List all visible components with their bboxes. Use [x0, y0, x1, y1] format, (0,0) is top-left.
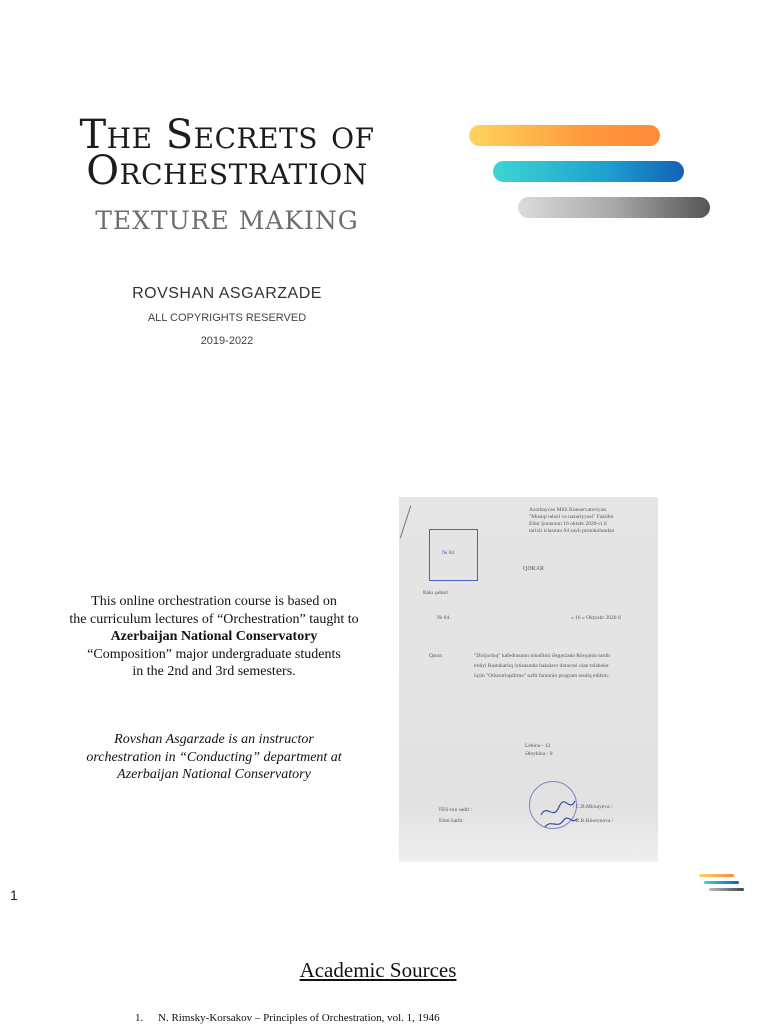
logo-bar-gray: [709, 888, 744, 891]
course-description: [54, 593, 374, 681]
academic-sources-heading: Academic Sources: [299, 958, 457, 982]
doc-decision-line: etdiyi Bəstəkarlıq ixtisasında bakalavr dərəcəsi olan tələbələr: [474, 663, 609, 669]
doc-decision-line: üçün "Orkestrləşdirmə" nəfli fənninin program təsdiq edilsin.: [474, 673, 610, 679]
instructor-line: orchestration in “Conducting” department at: [86, 749, 342, 765]
doc-header-line: "Musiqi təhsil və nəzəriyyəsi" Fakültə: [529, 514, 614, 520]
source-item-text: N. Rimsky-Korsakov – Principles of Orchestration, vol. 1, 1946: [158, 1012, 440, 1024]
pen-mark: [400, 506, 411, 539]
doc-votes-against: Əleyhinə - 0: [525, 751, 553, 757]
blue-gradient-bar: [493, 161, 684, 182]
scanned-approval-document: [399, 497, 658, 862]
course-line: This online orchestration course is based on: [91, 594, 337, 609]
title-line-2: Orchestration: [86, 148, 368, 194]
title-line-1: The Secrets of: [79, 112, 375, 158]
logo-bar-blue: [704, 881, 739, 884]
orange-gradient-bar: [469, 125, 660, 146]
instructor-line: Azerbaijan National Conservatory: [117, 767, 311, 782]
doc-decision-label: Qərar:: [429, 653, 444, 659]
source-item-number: 1.: [135, 1012, 144, 1024]
course-line: in the 2nd and 3rd semesters.: [132, 664, 296, 679]
doc-secretary-label: Elmi katib:: [439, 818, 464, 824]
author-name: ROVSHAN ASGARZADE: [132, 285, 322, 302]
doc-chair-name: / C.B.Mirzəyeva /: [573, 804, 613, 810]
doc-city: Bakı şəhəri: [423, 590, 448, 596]
logo-bar-orange: [699, 874, 734, 877]
copyright-notice: ALL COPYRIGHTS RESERVED: [147, 312, 307, 324]
course-line: “Composition” major undergraduate students: [87, 646, 341, 662]
doc-heading: QƏRAR: [523, 566, 545, 572]
page-number: 1: [10, 887, 18, 903]
stamp-number: № 04: [442, 550, 455, 556]
course-line: the curriculum lectures of “Orchestration” taught to: [69, 611, 359, 627]
signature: [539, 793, 579, 833]
doc-header-line: Azərbaycan Milli Konservatoriyası: [529, 507, 607, 513]
doc-chair-label: FES-nın sədri :: [439, 807, 473, 813]
source-item: [135, 1012, 440, 1024]
doc-votes-for: Lehinə - 12: [525, 743, 551, 749]
doc-decision-line: "Dirijorluq" kafedrasının müəllimi Əsgərzadə Rövşənin tərtib: [474, 653, 610, 659]
doc-header-line: tarixli iclasının 04 saylı protokolundan: [529, 528, 615, 534]
subtitle: TEXTURE MAKING: [95, 206, 359, 235]
doc-header-line: Elmi Şurasının 16 oktabr 2020-ci il: [529, 521, 607, 527]
instructor-note: [54, 731, 374, 784]
course-line-institution: Azerbaijan National Conservatory: [110, 629, 318, 644]
gray-gradient-bar: [518, 197, 710, 218]
doc-secretary-name: / Z.R.Hüseynova /: [573, 818, 614, 824]
doc-ref-date: « 16 » Oktyabr 2020 il: [571, 615, 621, 621]
copyright-years: 2019-2022: [200, 335, 254, 347]
doc-ref-number: № 04: [437, 615, 450, 621]
instructor-line: Rovshan Asgarzade is an instructor: [114, 732, 314, 747]
